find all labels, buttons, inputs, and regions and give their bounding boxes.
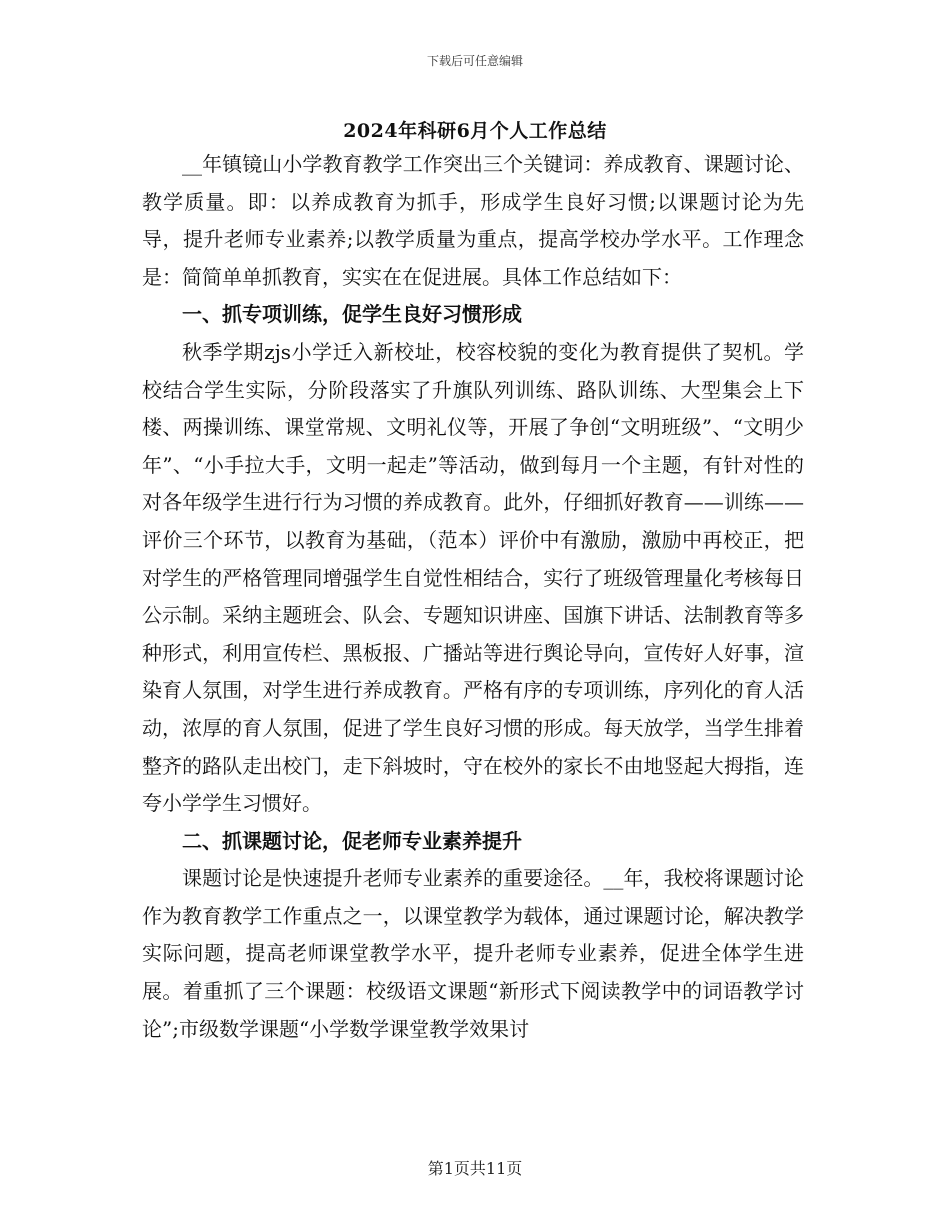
- section-1-paragraph: 秋季学期zjs小学迁入新校址，校容校貌的变化为教育提供了契机。学校结合学生实际，分阶段落实了升旗队列训练、路队训练、大型集会上下楼、两操训练、课堂常规、文明礼仪等，开展了争创“文明班级”、“文明少年”、“小手拉大手，文明一起走”等活动，做到每月一个主题，有针对性的对各年级学生进行行为习惯的养成教育。此外，仔细抓好教育——训练——评价三个环节，以教育为基础，（范本）评价中有激励，激励中再校正，把对学生的严格管理同增强学生自觉性相结合，实行了班级管理量化考核每日公示制。采纳主题班会、队会、专题知识讲座、国旗下讲话、法制教育等多种形式，利用宣传栏、黑板报、广播站等进行舆论导向，宣传好人好事，渲染育人氛围，对学生进行养成教育。严格有序的专项训练，序列化的育人活动，浓厚的育人氛围，促进了学生良好习惯的形成。每天放学，当学生排着整齐的路队走出校门，走下斜坡时，守在校外的家长不由地竖起大拇指，连夸小学学生习惯好。: [142, 339, 804, 816]
- page-header-note: 下载后可任意编辑: [426, 54, 523, 68]
- section-2-paragraph: 课题讨论是快速提升老师专业素养的重要途径。__年，我校将课题讨论作为教育教学工作重点之一，以课堂教学为载体，通过课题讨论，解决教学实际问题，提高老师课堂教学水平，提升老师专业素养，促进全体学生进展。着重抓了三个课题：校级语文课题“新形式下阅读教学中的词语教学讨论”;市级数学课题“小学数学课堂教学效果讨: [142, 866, 804, 1041]
- page-footer-number: 第1页共11页: [427, 1159, 523, 1178]
- section-2-heading: 二、抓课题讨论，促老师专业素养提升: [182, 828, 522, 853]
- document-title: 2024年科研6月个人工作总结: [343, 120, 607, 142]
- intro-paragraph: __年镇镜山小学教育教学工作突出三个关键词：养成教育、课题讨论、教学质量。即：以养成教育为抓手，形成学生良好习惯;以课题讨论为先导，提升老师专业素养;以教学质量为重点，提高学校办学水平。工作理念是：简简单单抓教育，实实在在促进展。具体工作总结如下：: [142, 152, 804, 289]
- section-1-heading: 一、抓专项训练，促学生良好习惯形成: [182, 302, 522, 327]
- document-body: [142, 146, 804, 1048]
